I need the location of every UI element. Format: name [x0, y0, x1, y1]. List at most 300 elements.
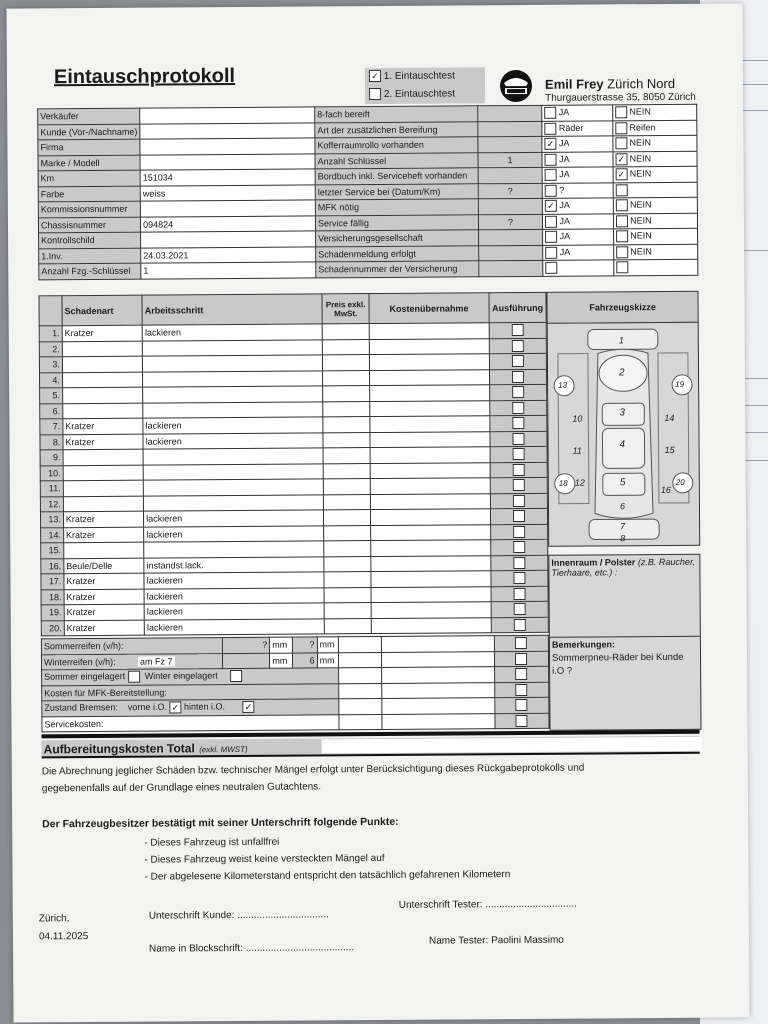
damage-step[interactable]: [143, 463, 323, 480]
damage-cost[interactable]: [371, 602, 491, 618]
damage-price[interactable]: [324, 525, 371, 541]
mfk-exec-checkbox[interactable]: [516, 684, 528, 696]
option-b-label: NEIN: [629, 153, 652, 164]
interior-label: Innenraum / Polster: [551, 557, 636, 568]
damage-exec-checkbox[interactable]: [513, 448, 525, 460]
sketch-num-14: 14: [664, 412, 675, 423]
option-b-label: NEIN: [630, 246, 652, 257]
info-left-value[interactable]: [140, 200, 315, 217]
damage-art[interactable]: Beule/Delle: [64, 558, 144, 574]
info-left-value[interactable]: 094824: [140, 215, 315, 232]
info-mid-label: 8-fach bereift: [315, 106, 478, 123]
option-a-label: JA: [559, 200, 570, 211]
damage-exec-checkbox[interactable]: [512, 402, 524, 414]
info-left-label: Kunde (Vor-/Nachname): [38, 124, 140, 140]
total-label: Aufbereitungskosten Total: [43, 741, 195, 757]
company-logo-icon: [499, 69, 533, 103]
info-mid-value[interactable]: [478, 105, 542, 121]
brakes-rear-checkbox[interactable]: ✓: [242, 701, 254, 713]
option-b-checkbox[interactable]: ✓: [615, 169, 627, 181]
info-left-label: Kontrollschild: [39, 232, 141, 248]
info-left-label: Verkäufer: [38, 108, 140, 124]
damage-cost[interactable]: [370, 493, 490, 509]
option-b-checkbox[interactable]: [615, 184, 627, 196]
option-a-checkbox[interactable]: ✓: [544, 138, 556, 150]
summer-q1: ?: [222, 637, 270, 653]
brakes-label: Zustand Bremsen:: [44, 702, 118, 713]
sketch-num-8: 8: [620, 533, 626, 544]
damage-step[interactable]: lackieren: [144, 618, 324, 635]
option-a[interactable]: [542, 151, 613, 167]
info-left-value[interactable]: [140, 107, 315, 124]
damage-art[interactable]: Kratzer: [63, 418, 143, 434]
option-a-label: JA: [558, 107, 570, 118]
info-mid-value[interactable]: ?: [478, 183, 542, 199]
info-left-value[interactable]: weiss: [140, 184, 315, 201]
sketch-num-5: 5: [619, 477, 626, 489]
option-b-label: NEIN: [629, 106, 651, 117]
info-left-value[interactable]: [140, 122, 315, 139]
damage-exec-checkbox[interactable]: [512, 324, 524, 336]
damage-table: [38, 292, 548, 637]
damage-exec-checkbox[interactable]: [513, 495, 525, 507]
damage-step[interactable]: lackieren: [144, 525, 324, 542]
option-b[interactable]: [613, 244, 698, 260]
damage-price[interactable]: [323, 448, 370, 464]
info-mid-label: Bordbuch inkl. Serviceheft vorhanden: [315, 168, 478, 185]
damage-step[interactable]: instandst.lack.: [144, 556, 324, 573]
info-left-label: Firma: [38, 139, 140, 155]
sketch-num-4: 4: [619, 439, 626, 451]
damage-step[interactable]: lackieren: [144, 603, 324, 620]
damage-art[interactable]: [63, 496, 143, 512]
info-left-value[interactable]: 24.03.2021: [141, 246, 316, 263]
damage-step[interactable]: [143, 401, 323, 418]
option-a[interactable]: [542, 105, 613, 121]
option-b[interactable]: [613, 213, 698, 229]
damage-num: 19.: [41, 605, 64, 621]
damage-exec-checkbox[interactable]: [512, 371, 524, 383]
damage-num: 11.: [40, 481, 63, 497]
option-a-checkbox[interactable]: ✓: [545, 200, 557, 212]
option-a[interactable]: [542, 120, 613, 136]
test-selector: [365, 67, 485, 104]
damage-art[interactable]: Kratzer: [64, 573, 144, 589]
damage-step[interactable]: [143, 370, 323, 387]
info-mid-value[interactable]: [478, 121, 542, 137]
damage-art[interactable]: Kratzer: [63, 511, 143, 527]
damage-exec-checkbox[interactable]: [513, 557, 525, 569]
damage-cost[interactable]: [370, 509, 490, 525]
damage-num: 16.: [41, 558, 64, 574]
damage-cost[interactable]: [370, 416, 490, 432]
option-a[interactable]: [542, 198, 613, 214]
option-b[interactable]: [613, 228, 698, 244]
option-b-label: NEIN: [629, 199, 652, 210]
info-row: [39, 259, 698, 279]
option-b-label: NEIN: [630, 215, 652, 226]
damage-row: [41, 617, 548, 636]
damage-cost[interactable]: [371, 540, 491, 556]
info-mid-value[interactable]: [478, 167, 542, 183]
damage-cost[interactable]: [370, 462, 490, 478]
damage-cost[interactable]: [370, 400, 490, 416]
option-a-checkbox[interactable]: [545, 153, 557, 165]
summer-tyre-label: Sommerreifen (v/h):: [41, 638, 222, 655]
damage-price[interactable]: [323, 432, 370, 448]
winter-tyre-label: Winterreifen (v/h): am Fz 7: [41, 653, 222, 670]
place: Zürich,: [38, 913, 70, 925]
info-left-value[interactable]: 151034: [140, 169, 315, 186]
option-b-checkbox[interactable]: [615, 138, 627, 150]
winter-stored-label: Winter eingelagert: [144, 670, 218, 682]
summer-unit1: mm: [270, 637, 293, 653]
date: 04.11.2025: [38, 931, 89, 943]
damage-exec-checkbox[interactable]: [513, 541, 525, 553]
damage-art[interactable]: Kratzer: [63, 527, 143, 543]
damage-price[interactable]: [323, 386, 370, 402]
option-a-label: JA: [559, 153, 570, 164]
info-left-label: Farbe: [38, 186, 140, 202]
sketch-num-10: 10: [572, 413, 583, 424]
info-mid-label: MFK nötig: [315, 199, 478, 216]
test2-checkbox[interactable]: [369, 88, 381, 100]
info-mid-value[interactable]: 1: [478, 152, 542, 168]
damage-step[interactable]: lackieren: [144, 510, 324, 527]
damage-step[interactable]: lackieren: [142, 324, 322, 341]
sketch-num-2: 2: [618, 367, 625, 379]
damage-price[interactable]: [323, 339, 370, 355]
damage-step[interactable]: [143, 355, 323, 372]
info-mid-value[interactable]: ?: [478, 214, 542, 230]
option-a-checkbox[interactable]: [545, 246, 557, 258]
sketch-num-11: 11: [572, 445, 582, 456]
damage-price[interactable]: [324, 556, 371, 572]
form-title: Eintauschprotokoll: [53, 64, 236, 89]
info-mid-value[interactable]: [478, 198, 542, 214]
damage-num: 1.: [39, 326, 62, 342]
damage-exec-checkbox[interactable]: [513, 479, 525, 491]
info-left-value[interactable]: [140, 138, 315, 155]
damage-art[interactable]: [63, 465, 143, 481]
damage-price[interactable]: [323, 401, 370, 417]
vehicle-sketch: [547, 322, 701, 547]
damage-exec-checkbox[interactable]: [513, 526, 525, 538]
damage-num: 7.: [40, 419, 63, 435]
damage-price[interactable]: [324, 494, 371, 510]
option-b[interactable]: [612, 135, 697, 151]
summer-stored-checkbox[interactable]: [128, 671, 140, 683]
damage-exec-checkbox[interactable]: [513, 510, 525, 522]
damage-price[interactable]: [324, 603, 371, 619]
option-a-label: JA: [558, 138, 570, 149]
header-preis: Preis exkl. MwSt.: [322, 294, 369, 324]
interior-hint: (z.B. Raucher, Tierhaare, etc.) :: [551, 556, 695, 578]
option-b[interactable]: [613, 166, 698, 182]
option-a-label: JA: [559, 231, 571, 242]
sketch-header: Fahrzeugskizze: [546, 291, 698, 324]
bullet-3: - Der abgelesene Kilometerstand entspricht den tatsächlich gefahrenen Kilometern: [144, 869, 511, 883]
sketch-num-6: 6: [619, 501, 626, 512]
name-tester: Name Tester: Paolini Massimo: [428, 934, 564, 947]
remarks-text-1: Sommerpneu-Räder bei Kunde: [551, 651, 684, 664]
option-a-checkbox[interactable]: [545, 215, 557, 227]
damage-num: 18.: [41, 589, 64, 605]
damage-step[interactable]: [143, 448, 323, 465]
summer-exec-checkbox[interactable]: [515, 637, 527, 649]
damage-step[interactable]: [142, 339, 322, 356]
damage-art[interactable]: Kratzer: [64, 589, 144, 605]
option-b-checkbox[interactable]: ✓: [615, 153, 627, 165]
damage-art[interactable]: Kratzer: [64, 620, 144, 636]
sketch-num-7: 7: [620, 521, 626, 532]
info-left-value[interactable]: [140, 153, 315, 170]
damage-step[interactable]: lackieren: [144, 587, 324, 604]
damage-price[interactable]: [324, 572, 371, 588]
winter-stored-checkbox[interactable]: [230, 670, 242, 682]
damage-art[interactable]: [62, 356, 142, 372]
signature-tester[interactable]: Unterschrift Tester: .................................: [398, 898, 577, 911]
brakes-front-label: vorne i.O.: [127, 702, 167, 713]
damage-num: 5.: [40, 388, 63, 404]
option-a[interactable]: [543, 229, 614, 245]
option-b-checkbox[interactable]: [615, 200, 627, 212]
damage-exec-checkbox[interactable]: [512, 433, 524, 445]
brakes-exec-checkbox[interactable]: [516, 699, 528, 711]
option-a-checkbox[interactable]: [545, 262, 557, 274]
info-mid-value[interactable]: [479, 260, 543, 276]
damage-cost[interactable]: [371, 586, 491, 602]
damage-step[interactable]: [143, 386, 323, 403]
info-mid-label: Kofferraumrollo vorhanden: [315, 137, 478, 154]
damage-price[interactable]: [323, 355, 370, 371]
damage-num: 14.: [41, 527, 64, 543]
damage-art[interactable]: [62, 387, 142, 403]
option-a-label: JA: [559, 215, 571, 226]
stored-exec-checkbox[interactable]: [516, 668, 528, 680]
damage-price[interactable]: [323, 463, 370, 479]
damage-num: 13.: [40, 512, 63, 528]
damage-cost[interactable]: [370, 524, 490, 540]
damage-exec-checkbox[interactable]: [513, 572, 525, 584]
sketch-num-15: 15: [664, 444, 675, 455]
damage-exec-checkbox[interactable]: [514, 619, 526, 631]
mfk-costs-label: Kosten für MFK-Bereitstellung:: [42, 683, 339, 701]
damage-price[interactable]: [324, 479, 371, 495]
damage-num: 12.: [40, 496, 63, 512]
damage-exec-checkbox[interactable]: [514, 603, 526, 615]
option-a[interactable]: [543, 260, 614, 276]
damage-art[interactable]: [63, 403, 143, 419]
brakes-rear-label: hinten i.O.: [183, 701, 226, 712]
option-b-label: Reifen: [629, 122, 656, 133]
test1-checkbox[interactable]: ✓: [369, 70, 381, 82]
damage-exec-checkbox[interactable]: [512, 340, 524, 352]
option-b[interactable]: [613, 182, 698, 198]
option-a-label: ?: [559, 184, 565, 195]
sketch-num-1: 1: [618, 335, 624, 346]
header-schadenart: Schadenart: [62, 295, 143, 326]
info-left-value[interactable]: 1: [141, 262, 316, 279]
damage-cost[interactable]: [369, 338, 489, 354]
header-ausfuehrung: Ausführung: [489, 292, 546, 322]
remarks-label: Bemerkungen:: [551, 639, 615, 650]
sketch-num-3: 3: [619, 407, 625, 419]
damage-art[interactable]: Kratzer: [64, 604, 144, 620]
sketch-num-13: 13: [558, 380, 568, 390]
damage-cost[interactable]: [370, 431, 490, 447]
damage-cost[interactable]: [369, 369, 489, 385]
winter-value-2: 6: [293, 652, 317, 668]
info-mid-value[interactable]: [478, 229, 542, 245]
damage-price[interactable]: [323, 417, 370, 433]
info-left-label: Chassisnummer: [38, 217, 140, 233]
sketch-num-16: 16: [660, 484, 671, 496]
info-left-label: Anzahl Fzg.-Schlüssel: [39, 263, 141, 279]
damage-art[interactable]: [62, 341, 142, 357]
damage-art[interactable]: [63, 480, 143, 496]
damage-num: 3.: [39, 357, 62, 373]
damage-num: 17.: [41, 574, 64, 590]
option-b[interactable]: [612, 104, 697, 120]
interior-box: [548, 554, 701, 639]
signature-customer[interactable]: Unterschrift Kunde: .................................: [148, 909, 329, 922]
damage-step[interactable]: lackieren: [143, 417, 323, 434]
option-b-checkbox[interactable]: [616, 246, 628, 258]
vehicle-info-table: [37, 104, 698, 280]
summer-q2: ?: [293, 637, 317, 653]
damage-step[interactable]: lackieren: [144, 572, 324, 589]
winter-unit2: mm: [317, 652, 338, 668]
option-a-checkbox[interactable]: [545, 184, 557, 196]
damage-cost[interactable]: [371, 571, 491, 587]
damage-exec-checkbox[interactable]: [513, 464, 525, 476]
damage-exec-checkbox[interactable]: [514, 588, 526, 600]
option-a-checkbox[interactable]: [544, 122, 556, 134]
damage-price[interactable]: [324, 541, 371, 557]
option-a[interactable]: [542, 136, 613, 152]
info-left-label: 1.Inv.: [39, 248, 141, 264]
option-a-checkbox[interactable]: [545, 231, 557, 243]
damage-cost[interactable]: [369, 354, 489, 370]
total-sub: (exkl. MWST): [199, 744, 248, 755]
option-a-label: JA: [559, 169, 570, 180]
info-mid-label: Schadennummer der Versicherung: [316, 261, 479, 278]
info-mid-label: Versicherungsgesellschaft: [316, 230, 479, 247]
tyre-table: [41, 635, 550, 733]
option-a-checkbox[interactable]: [545, 169, 557, 181]
damage-art[interactable]: [62, 372, 142, 388]
winter-value: am Fz 7: [139, 656, 173, 667]
damage-cost[interactable]: [371, 617, 491, 633]
info-left-value[interactable]: [141, 231, 316, 248]
damage-art[interactable]: [63, 449, 143, 465]
company-name: Emil Frey Zürich Nord: [544, 75, 676, 92]
option-a-label: Räder: [558, 122, 584, 133]
option-b-checkbox[interactable]: [615, 107, 627, 119]
damage-art[interactable]: Kratzer: [63, 434, 143, 450]
service-exec-checkbox[interactable]: [516, 715, 528, 727]
option-b[interactable]: [612, 120, 697, 136]
info-mid-label: Art der zusätzlichen Bereifung: [315, 121, 478, 138]
option-b[interactable]: [613, 197, 698, 213]
damage-price[interactable]: [325, 618, 372, 634]
damage-art[interactable]: [64, 542, 144, 558]
damage-step[interactable]: [144, 494, 324, 511]
total-row: [42, 736, 700, 759]
summer-stored-label: Sommer eingelagert: [44, 671, 126, 682]
option-a[interactable]: [542, 182, 613, 198]
option-b-label: NEIN: [630, 230, 652, 241]
info-mid-value[interactable]: [478, 136, 542, 152]
option-b-label: NEIN: [629, 168, 652, 179]
damage-step[interactable]: [144, 541, 324, 558]
damage-art[interactable]: Kratzer: [62, 325, 142, 341]
info-left-label: Marke / Modell: [38, 155, 140, 171]
damage-num: 9.: [40, 450, 63, 466]
option-b-checkbox[interactable]: [615, 122, 627, 134]
option-b-checkbox[interactable]: [616, 215, 628, 227]
damage-cost[interactable]: [370, 478, 490, 494]
damage-num: 6.: [40, 403, 63, 419]
winter-exec-checkbox[interactable]: [515, 653, 527, 665]
header-arbeitsschritt: Arbeitsschritt: [142, 294, 322, 325]
car-diagram-icon: [548, 323, 700, 546]
damage-exec-checkbox[interactable]: [512, 386, 524, 398]
info-mid-label: letzter Service bei (Datum/Km): [315, 183, 478, 200]
service-costs-label: Servicekosten:: [42, 714, 339, 732]
option-b[interactable]: [613, 151, 698, 167]
damage-step[interactable]: [143, 479, 323, 496]
sketch-num-19: 19: [675, 379, 685, 389]
option-a[interactable]: [542, 167, 613, 183]
option-b[interactable]: [613, 259, 698, 275]
damage-cost[interactable]: [369, 385, 489, 401]
name-block[interactable]: Name in Blockschrift: .......................................: [149, 942, 355, 955]
option-b-checkbox[interactable]: [616, 261, 628, 273]
company-address: Thurgauerstrasse 35, 8050 Zürich: [545, 91, 696, 104]
brakes-front-checkbox[interactable]: ✓: [169, 702, 181, 714]
damage-price[interactable]: [324, 587, 371, 603]
damage-step[interactable]: lackieren: [143, 432, 323, 449]
damage-price[interactable]: [323, 370, 370, 386]
option-a[interactable]: [543, 244, 614, 260]
damage-num: 8.: [40, 434, 63, 450]
winter-unit1: mm: [270, 653, 293, 669]
damage-price[interactable]: [323, 324, 370, 340]
info-left-label: Kommissionsnummer: [38, 201, 140, 217]
info-mid-label: Service fällig: [315, 214, 478, 231]
paragraph-1: Die Abrechnung jeglicher Schäden bzw. technischer Mängel erfolgt unter Berücksichtigung dieses Rückgabeprotokolls und: [41, 762, 585, 778]
damage-cost[interactable]: [371, 555, 491, 571]
summer-unit2: mm: [317, 637, 338, 653]
damage-price[interactable]: [324, 510, 371, 526]
option-a-checkbox[interactable]: [544, 107, 556, 119]
damage-cost[interactable]: [370, 447, 490, 463]
damage-cost[interactable]: [369, 323, 489, 339]
paragraph-2: gegebenenfalls auf der Grundlage eines neutralen Gutachtens.: [41, 781, 322, 795]
damage-num: 15.: [41, 543, 64, 559]
info-mid-value[interactable]: [479, 245, 543, 261]
option-b-checkbox[interactable]: [616, 231, 628, 243]
damage-exec-checkbox[interactable]: [512, 355, 524, 367]
option-a[interactable]: [542, 213, 613, 229]
test1-label: 1. Eintauschtest: [383, 70, 455, 82]
option-b-label: NEIN: [629, 137, 652, 148]
remarks-text-2: i.O ?: [552, 665, 573, 677]
option-a-label: JA: [559, 246, 571, 257]
damage-exec-checkbox[interactable]: [512, 417, 524, 429]
